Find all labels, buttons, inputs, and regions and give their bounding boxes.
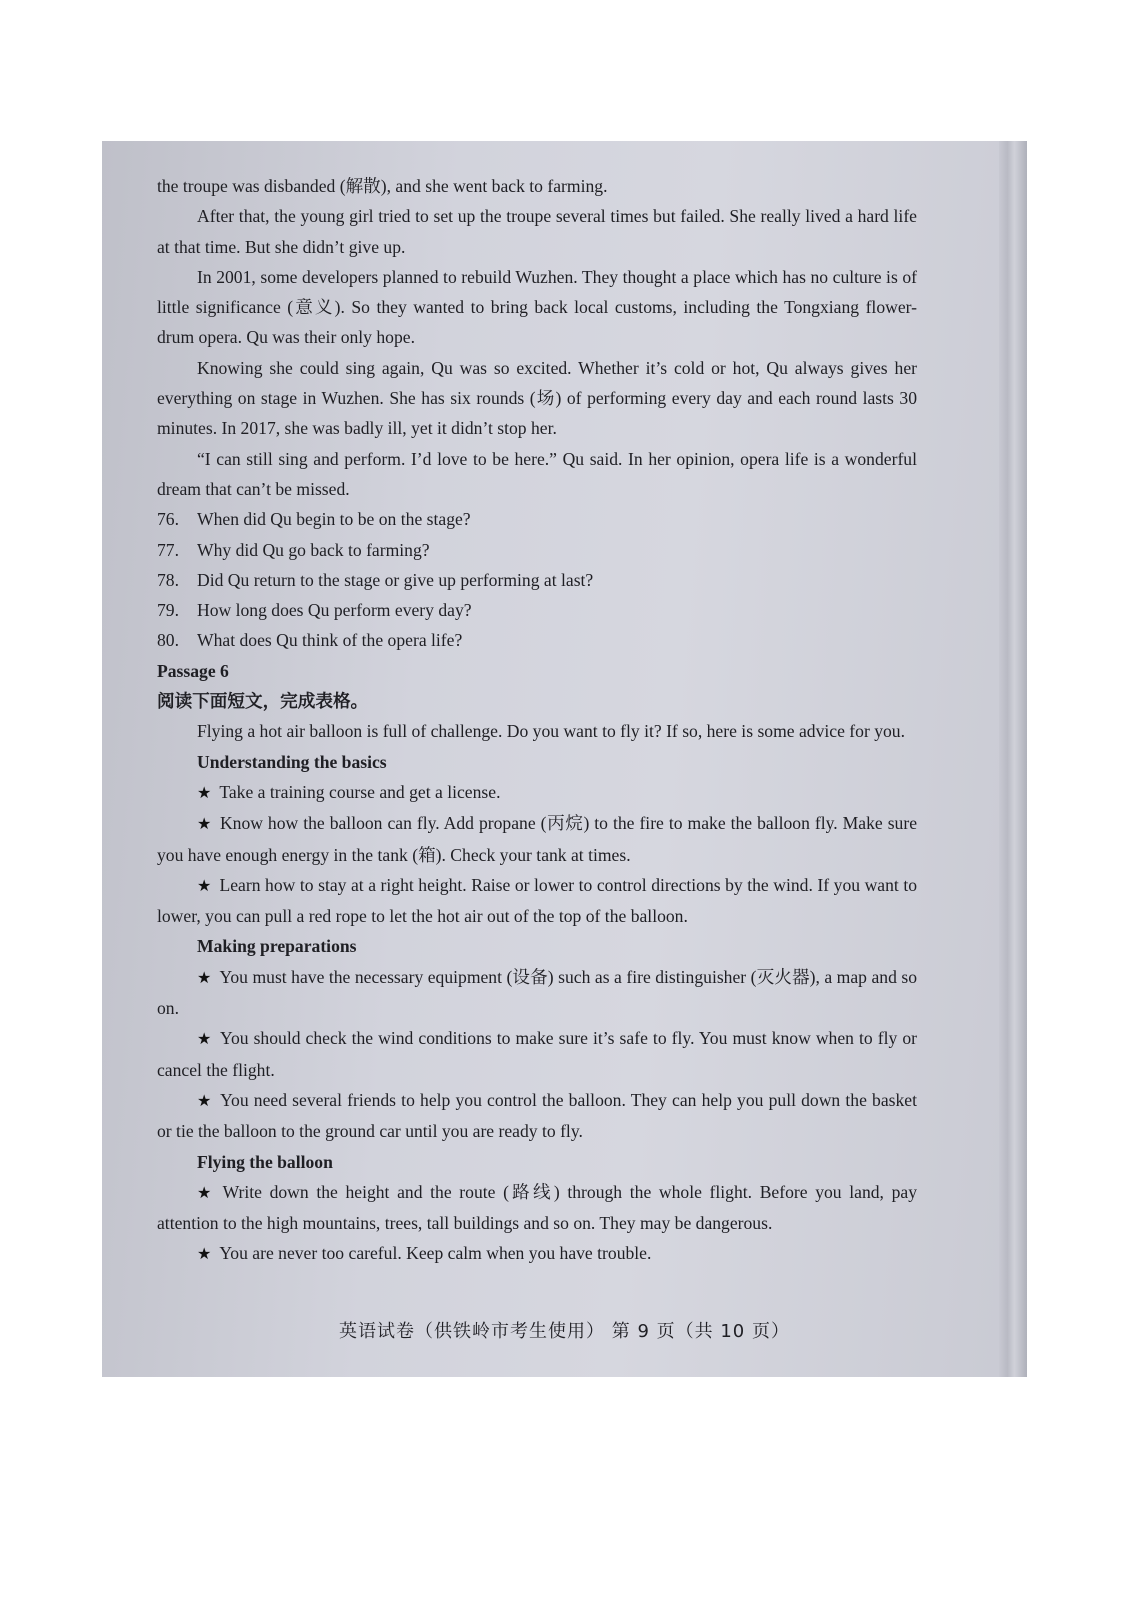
question-number: 79. [157, 600, 179, 621]
passage5-paragraph: “I can still sing and perform. I’d love to be here.” Qu said. In her opinion, opera life is a wonderful dream that can’t be missed. [157, 448, 917, 499]
section-heading-flying: Flying the balloon [197, 1151, 333, 1172]
passage5-paragraph: Knowing she could sing again, Qu was so excited. Whether it’s cold or hot, Qu always gives her everything on stage in Wuzhen. She has six rounds (场) of performing every day and each round lasts 30 minutes. In 2017, she was badly ill, yet it didn’t stop her. [157, 357, 917, 439]
star-icon: ★ [197, 1244, 212, 1264]
passage5-paragraph: the troupe was disbanded (解散), and she went back to farming. [157, 176, 608, 196]
advice-item: ★ Learn how to stay at a right height. Raise or lower to control directions by the wind. If you want to lower, you can pull a red rope to let the hot air out of the top of the balloon. [157, 874, 917, 927]
star-icon: ★ [197, 967, 212, 987]
passage6-instruction: 阅读下面短文，完成表格。 [157, 691, 369, 712]
question-text: What does Qu think of the opera life? [197, 630, 463, 651]
passage5-paragraph: In 2001, some developers planned to rebuild Wuzhen. They thought a place which has no culture is of little significance (意义). So they wanted to bring back local customs, including the Tongxiang flower-drum opera. Qu was their only hope. [157, 266, 917, 348]
passage6-intro: Flying a hot air balloon is full of challenge. Do you want to fly it? If so, here is some advice for you. [197, 721, 905, 742]
advice-item: ★ You should check the wind conditions to make sure it’s safe to fly. You must know when to fly or cancel the flight. [157, 1028, 917, 1080]
star-icon: ★ [197, 782, 212, 802]
question-number: 76. [157, 509, 179, 530]
question-text: When did Qu begin to be on the stage? [197, 509, 471, 530]
page-stack-edge [999, 141, 1027, 1377]
question-number: 78. [157, 569, 179, 590]
question-item [157, 565, 917, 595]
question-number: 77. [157, 539, 179, 560]
advice-item: ★ Write down the height and the route (路线) through the whole flight. Before you land, pay attention to the high mountains, trees, tall buildings and so on. They may be dangerous. [157, 1181, 917, 1234]
question-item [157, 595, 917, 625]
question-text: How long does Qu perform every day? [197, 600, 472, 621]
advice-item: ★ You must have the necessary equipment (设备) such as a fire distinguisher (灭火器), a map and so on. [157, 966, 917, 1019]
star-icon: ★ [197, 1029, 212, 1049]
star-icon: ★ [197, 1090, 213, 1110]
star-icon: ★ [197, 875, 212, 895]
question-item [157, 625, 917, 655]
advice-item: ★ You need several friends to help you control the balloon. They can help you pull down the basket or tie the balloon to the ground car until you are ready to fly. [157, 1089, 917, 1142]
question-item [157, 504, 917, 534]
section-heading-basics: Understanding the basics [197, 751, 387, 772]
page-content [157, 171, 917, 1270]
advice-item: ★ Take a training course and get a license. [197, 781, 501, 802]
advice-item: ★ Know how the balloon can fly. Add propane (丙烷) to the fire to make the balloon fly. Make sure you have enough energy in the tank (箱). Check your tank at times. [157, 813, 918, 865]
question-number: 80. [157, 630, 179, 651]
star-icon: ★ [197, 1182, 215, 1202]
section-heading-preparations: Making preparations [197, 936, 357, 957]
exam-page-photo [102, 141, 1027, 1377]
page-footer: 英语试卷（供铁岭市考生使用） 第 9 页（共 10 页） [339, 1321, 790, 1342]
passage5-paragraph: After that, the young girl tried to set up the troupe several times but failed. She really lived a hard life at that time. But she didn’t give up. [157, 206, 917, 257]
question-text: Did Qu return to the stage or give up performing at last? [197, 569, 594, 590]
question-text: Why did Qu go back to farming? [197, 539, 430, 560]
question-item [157, 535, 917, 565]
star-icon: ★ [197, 814, 212, 834]
passage6-title: Passage 6 [157, 660, 229, 681]
advice-item: ★ You are never too careful. Keep calm when you have trouble. [197, 1243, 652, 1264]
